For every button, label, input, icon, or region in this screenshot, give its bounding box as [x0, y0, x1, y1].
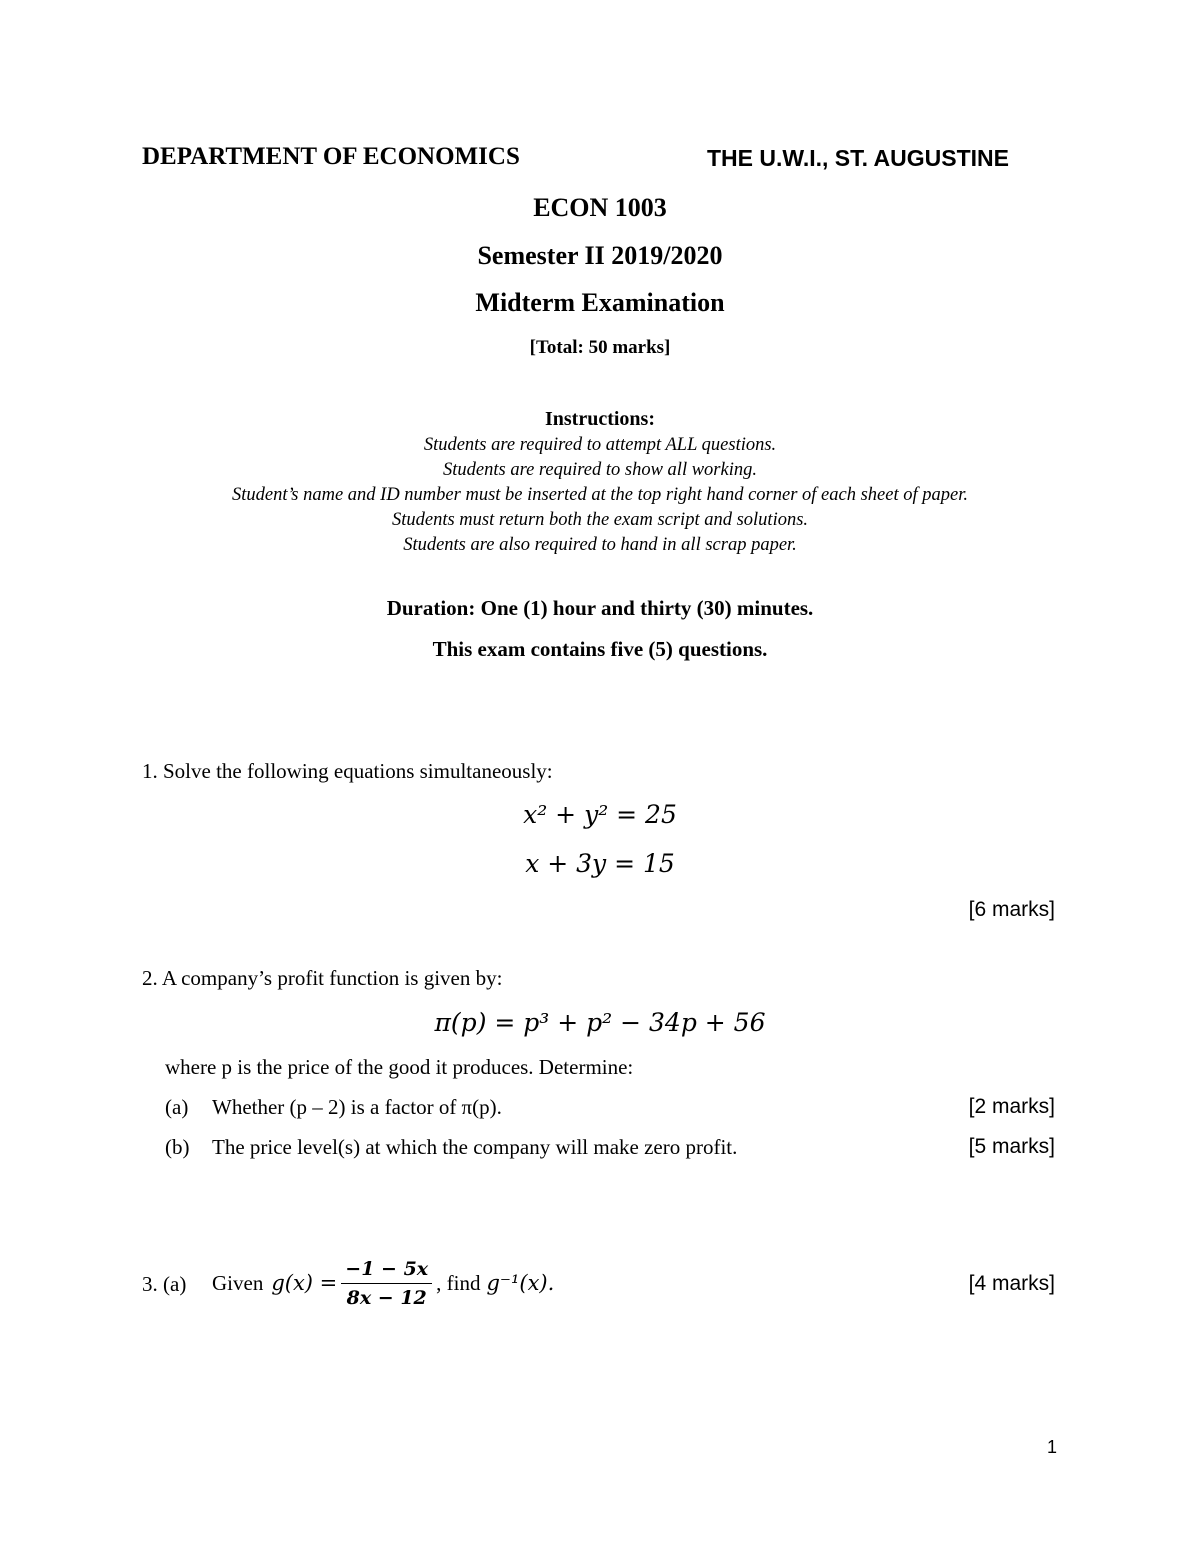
- university-name: THE U.W.I., ST. AUGUSTINE: [707, 145, 1009, 171]
- question-2b-label: (b): [165, 1135, 190, 1159]
- page-number: 1: [1047, 1437, 1058, 1457]
- question-2-equation: π(p) = p³ + p² − 34p + 56: [434, 1008, 766, 1037]
- question-3a-find: , find: [436, 1270, 481, 1295]
- question-2a-label: (a): [165, 1095, 189, 1119]
- exam-duration: Duration: One (1) hour and thirty (30) minutes.: [386, 596, 814, 620]
- course-code: ECON 1003: [533, 193, 667, 222]
- question-2b-text: The price level(s) at which the company will make zero profit.: [212, 1135, 738, 1159]
- question-3a-target: g⁻¹(x).: [486, 1271, 555, 1295]
- question-3a-expression: [212, 1252, 554, 1314]
- question-2b-marks: [5 marks]: [968, 1135, 1055, 1158]
- instruction-item: Students are also required to hand in all scrap paper.: [403, 535, 797, 555]
- question-3a-fraction: [341, 1258, 432, 1309]
- instruction-item: Student’s name and ID number must be inserted at the top right hand corner of each sheet of paper.: [232, 485, 968, 505]
- instruction-item: Students are required to show all working.: [443, 460, 757, 480]
- department-name: DEPARTMENT OF ECONOMICS: [142, 143, 520, 170]
- semester-title: Semester II 2019/2020: [477, 241, 723, 270]
- instruction-item: Students must return both the exam script and solutions.: [391, 510, 809, 530]
- question-1-equation-1: x² + y² = 25: [523, 800, 677, 829]
- question-3a-marks: [4 marks]: [968, 1272, 1055, 1295]
- instructions-title: Instructions:: [544, 408, 655, 430]
- exam-title: Midterm Examination: [475, 288, 725, 317]
- question-2a-marks: [2 marks]: [968, 1095, 1055, 1118]
- question-3a-label: 3. (a): [142, 1272, 187, 1296]
- total-marks: [Total: 50 marks]: [529, 337, 671, 358]
- instruction-item: Students are required to attempt ALL questions.: [423, 435, 777, 455]
- question-1-text: 1. Solve the following equations simultaneously:: [142, 759, 553, 783]
- question-1-marks: [6 marks]: [968, 898, 1055, 921]
- question-2a-text: Whether (p – 2) is a factor of π(p).: [212, 1095, 502, 1119]
- question-3a-lhs: g(x) =: [271, 1271, 338, 1295]
- question-1-equation-2: x + 3y = 15: [525, 849, 675, 878]
- question-3a-given: Given: [212, 1270, 264, 1295]
- question-count: This exam contains five (5) questions.: [432, 637, 768, 661]
- fraction-denominator: 8x − 12: [346, 1286, 427, 1309]
- fraction-numerator: −1 − 5x: [341, 1258, 432, 1284]
- question-2-where: where p is the price of the good it produces. Determine:: [165, 1055, 634, 1079]
- question-2-text: 2. A company’s profit function is given by:: [142, 966, 503, 990]
